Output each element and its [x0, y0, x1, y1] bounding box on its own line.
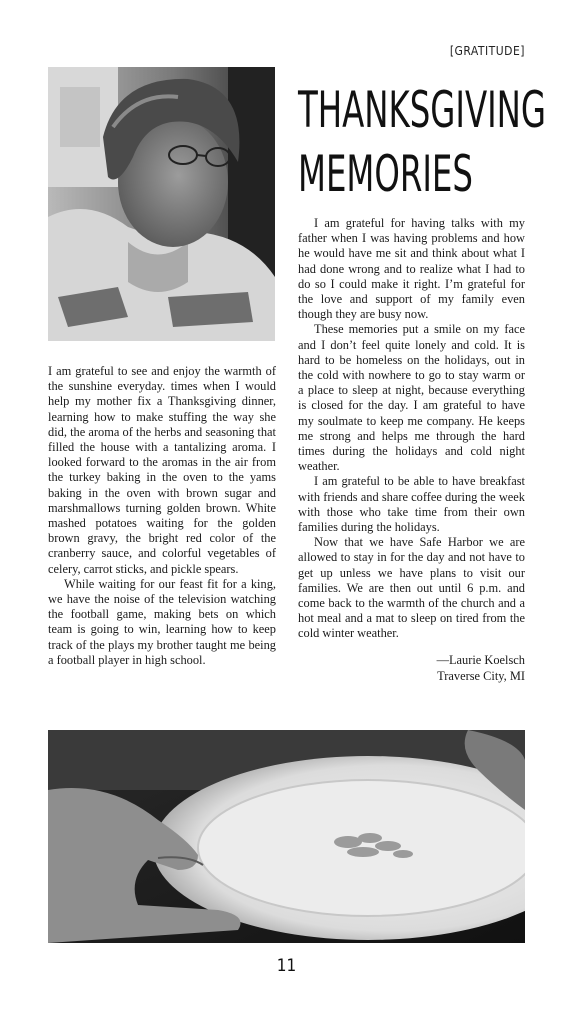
body-paragraph: I am grateful to see and enjoy the warmth of the sunshine everyday. times when I would help my mother fix a Thanksgiving dinner, learning how to make stuffing the way she did, the aroma of the herbs and seasoning that filled the house with a tantalizing aroma. I looked forward to the aromas in the air from the turkey baking in the oven to the yams baking in the oven with brown sugar and marshmallows turning golden brown. White mashed potatoes waiting for the golden brown gravy, the bright red color of the cranberry sauce, and colorful vegetables of celery, carrot sticks, and pickle spears.	[48, 364, 276, 576]
author-name: —Laurie Koelsch	[436, 652, 525, 667]
author-location: Traverse City, MI	[437, 668, 525, 683]
body-paragraph: While waiting for our feast fit for a king, we have the noise of the television watching the football game, making bets on which team is going to win, learning how to keep track of the plays my brother taught me being a football player in high school.	[48, 576, 276, 667]
title-line-2: MEMORIES	[298, 145, 473, 203]
article-title	[298, 78, 546, 206]
page-number: 11	[276, 956, 297, 976]
body-paragraph: I am grateful for having talks with my father when I was having problems and how he would have me sit and think about what I had done wrong and to realize what I had to do so I could make it right. I’m grateful for the love and support of my family even though they are busy now.	[298, 216, 525, 322]
portrait-photo	[48, 67, 275, 341]
body-paragraph: Now that we have Safe Harbor we are allowed to stay in for the day and not have to get up unless we have plans to visit our families. We are then out until 6 p.m. and come back to the warmth of the church and a hot meal and a mat to sleep on tired from the cold winter weather.	[298, 535, 525, 641]
section-tag: [GRATITUDE]	[449, 44, 525, 58]
title-line-1: THANKSGIVING	[298, 81, 546, 139]
body-paragraph: I am grateful to be able to have breakfast with friends and share coffee during the week with those who take time from their own families during the holidays.	[298, 474, 525, 535]
right-column	[298, 216, 525, 684]
author-signoff	[298, 652, 525, 684]
body-paragraph: These memories put a smile on my face and I don’t feel quite lonely and cold. It is hard to be homeless on the holidays, out in the cold with nowhere to go to stay warm or a place to sleep at night, because everything is closed for the day. I am grateful to have my soulmate to keep me company. He keeps me strong and helps me through the hard times during the holidays and cold night weather.	[298, 322, 525, 474]
left-column	[48, 364, 276, 668]
plate-photo	[48, 730, 525, 943]
